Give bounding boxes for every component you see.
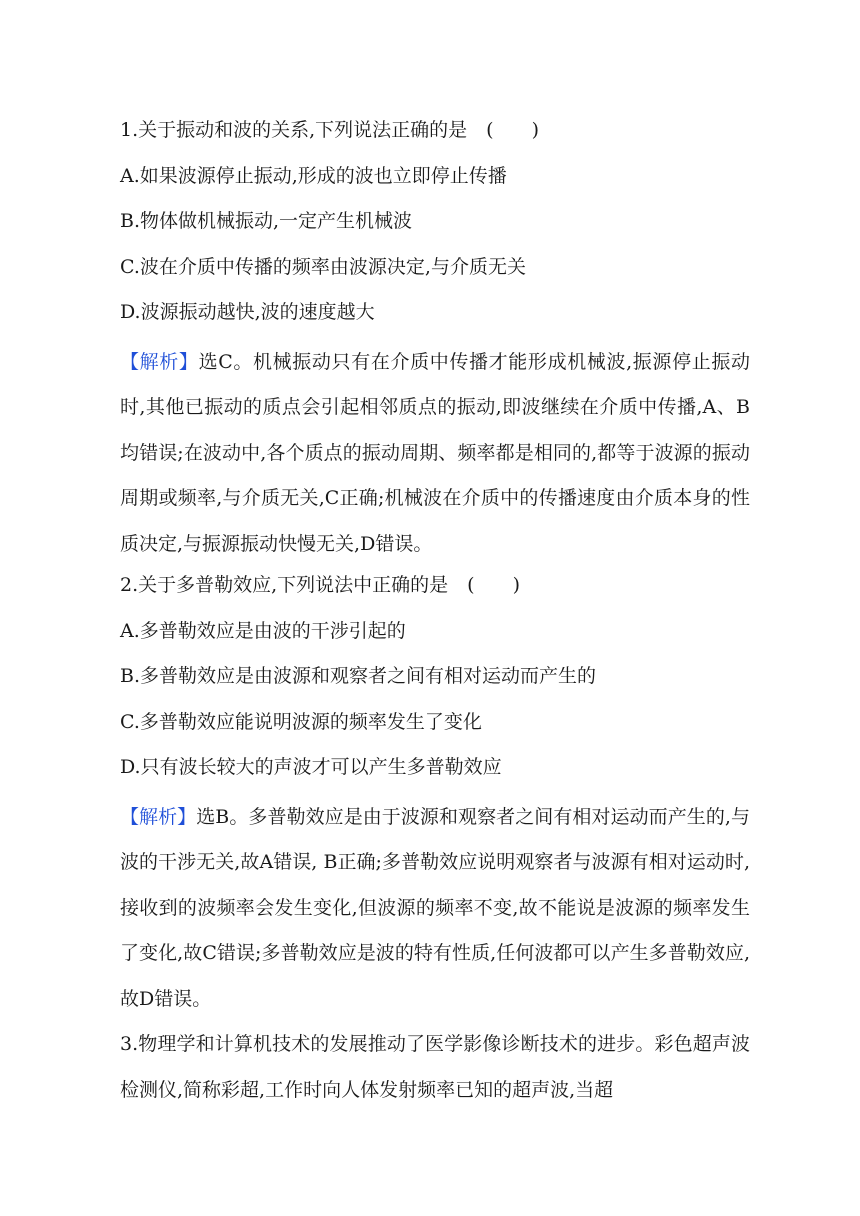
question-2-option-b: B.多普勒效应是由波源和观察者之间有相对运动而产生的 — [120, 665, 597, 687]
question-1-option-c: C.波在介质中传播的频率由波源决定,与介质无关 — [120, 255, 526, 278]
document-page — [120, 112, 750, 1113]
analysis-text: 选C。机械振动只有在介质中传播才能形成机械波,振源停止振动时,其他已振动的质点会引起相邻质点的振动,即波继续在介质中传播,A、B均错误;在波动中,各个质点的振动周期、频率都是相同的,都等于波源的振动周期或频率,与介质无关,C正确;机械波在介质中的传播速度由介质本身的性质决定,与振源振动快慢无关,D错误。 — [120, 350, 750, 555]
question-1-option-a: A.如果波源停止振动,形成的波也立即停止传播 — [120, 164, 507, 187]
question-2 — [120, 567, 750, 1022]
analysis-text: 选B。多普勒效应是由于波源和观察者之间有相对运动而产生的,与波的干涉无关,故A错误, B正确;多普勒效应说明观察者与波源有相对运动时,接收到的波频率会发生变化,但波源的频率不变,故不能说是波源的频率发生了变化,故C错误;多普勒效应是波的特有性质,任何波都可以产生多普勒效应,故D错误。 — [120, 805, 750, 1010]
question-1-stem: 1.关于振动和波的关系,下列说法正确的是 ( ) — [120, 119, 539, 141]
question-2-analysis — [120, 795, 750, 1023]
question-2-stem: 2.关于多普勒效应,下列说法中正确的是 ( ) — [120, 574, 520, 596]
question-3 — [120, 1022, 750, 1113]
question-2-option-d: D.只有波长较大的声波才可以产生多普勒效应 — [120, 756, 502, 778]
question-3-stem: 3.物理学和计算机技术的发展推动了医学影像诊断技术的进步。彩色超声波检测仪,简称彩超,工作时向人体发射频率已知的超声波,当超 — [120, 1033, 750, 1101]
analysis-tag: 【解析】 — [120, 350, 199, 373]
question-2-option-c: C.多普勒效应能说明波源的频率发生了变化 — [120, 710, 482, 733]
question-2-option-a: A.多普勒效应是由波的干涉引起的 — [120, 619, 406, 642]
question-1 — [120, 112, 750, 567]
question-1-option-d: D.波源振动越快,波的速度越大 — [120, 301, 375, 323]
analysis-tag: 【解析】 — [120, 805, 197, 828]
question-1-option-b: B.物体做机械振动,一定产生机械波 — [120, 210, 413, 232]
question-1-analysis — [120, 340, 750, 568]
